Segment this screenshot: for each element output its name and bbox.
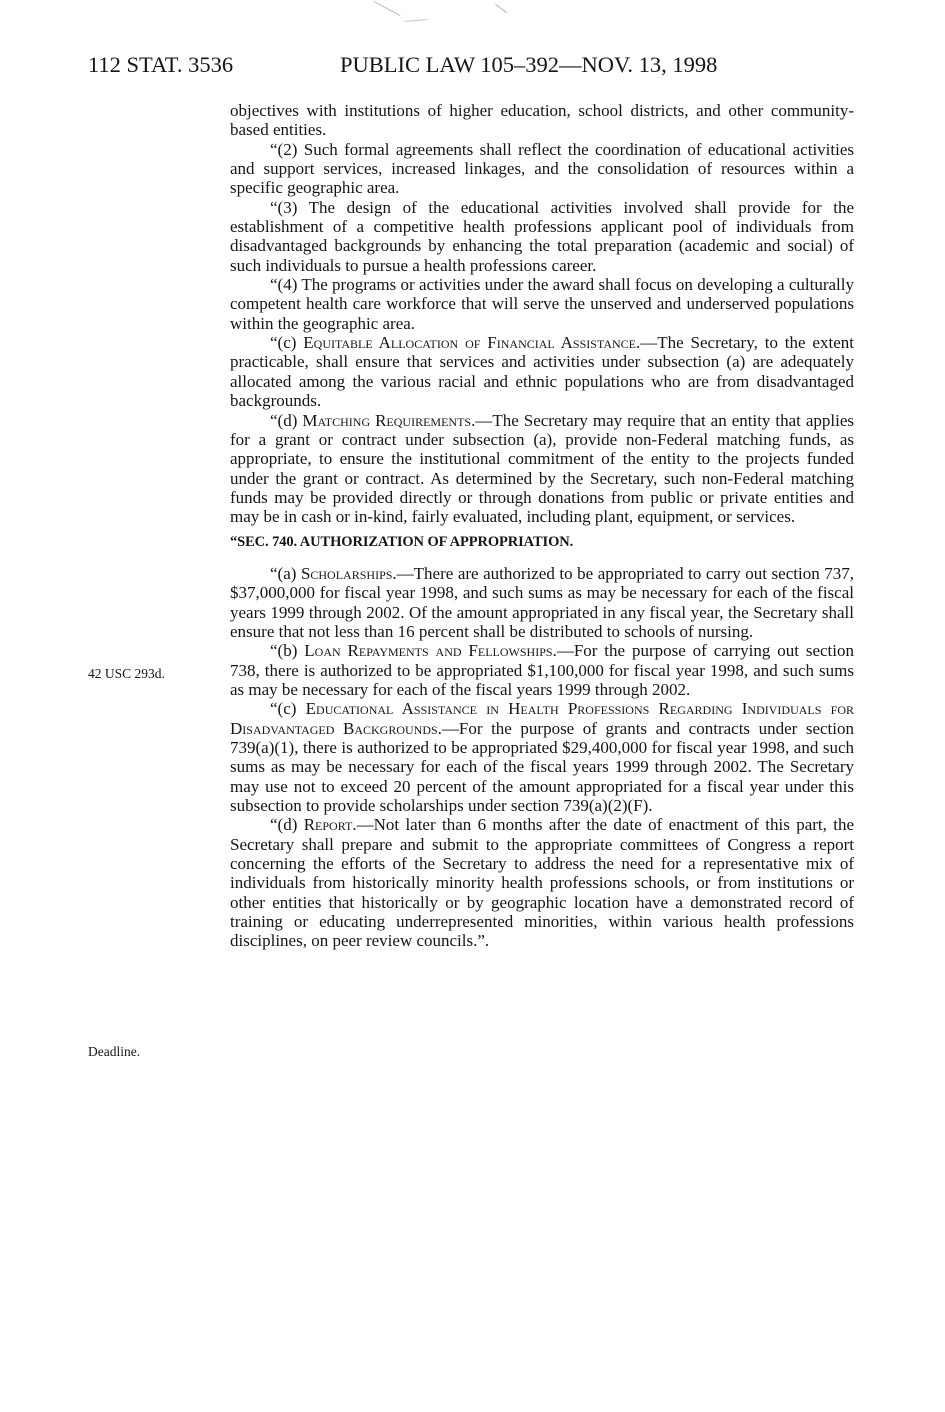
section-740-a-scholarships [230, 564, 854, 641]
section-740-d-report [230, 815, 854, 950]
page-header [0, 52, 945, 92]
scan-artifact [495, 4, 507, 13]
margin-note-deadline: Deadline. [88, 1044, 141, 1059]
subsection-d-matching-requirements [230, 411, 854, 527]
subsection-marker: “(b) [270, 641, 305, 661]
subsection-heading: Report. [303, 815, 357, 835]
paragraph-b4-programs: “(4) The programs or activities under the award shall focus on developing a culturally competent health care workforce that will serve the unserved and underserved populations within the geographic area. [230, 275, 854, 333]
section-740-c-educational-assistance [230, 699, 854, 815]
section-740-heading: “SEC. 740. AUTHORIZATION OF APPROPRIATION. [230, 533, 574, 550]
subsection-text: —Not later than 6 months after the date of enactment of this part, the Secretary shall prepare and submit to the appropriate committees of Congress a report concerning the efforts of the Secretary to address the need for a representative mix of individuals from historically minority health professions schools, or from institutions or other entities that historically or by geographic location have a demonstrated record of training or educating underrepresented minorities, within various health professions disciplines, on peer review councils.”. [230, 815, 854, 951]
subsection-marker: “(c) [270, 333, 304, 353]
paragraph-objectives-continued: objectives with institutions of higher education, school districts, and other community-based entities. [230, 101, 854, 140]
subsection-heading: Educational Assistance in Health Professions Regarding Individuals for Disadvantaged Backgrounds. [230, 699, 854, 738]
subsection-c-equitable-allocation [230, 333, 854, 410]
subsection-marker: “(c) [270, 699, 306, 719]
margin-note-usc: 42 USC 293d. [88, 666, 165, 681]
subsection-text: —There are authorized to be appropriated to carry out section 737, $37,000,000 for fiscal year 1998, and such sums as may be necessary for each of the fiscal years 1999 through 2002. Of the amount appropriated in any fiscal year, the Secretary shall ensure that not less than 16 percent shall be distributed to schools of nursing. [230, 563, 854, 641]
public-law-title: PUBLIC LAW 105–392—NOV. 13, 1998 [340, 52, 718, 77]
subsection-text: —The Secretary may require that an entity that applies for a grant or contract under subsection (a), provide non-Federal matching funds, as appropriate, to ensure the institutional commitment of the entity to the projects funded under the grant or contract. As determined by the Secretary, such non-Federal matching funds may be provided directly or through donations from public or private entities and may be in cash or in-kind, fairly evaluated, including plant, equipment, or services. [230, 410, 854, 527]
scan-artifact [404, 19, 428, 22]
paragraph-b3-design: “(3) The design of the educational activities involved shall provide for the establishment of a competitive health professions applicant pool of individuals from disadvantaged backgrounds by enhancing the total preparation (academic and social) of such individuals to pursue a health professions career. [230, 197, 854, 275]
subsection-marker: “(a) [270, 563, 301, 583]
subsection-heading: Matching Requirements. [302, 410, 476, 430]
subsection-heading: Loan Repayments and Fellowships. [304, 641, 557, 661]
subsection-marker: “(d) [270, 815, 304, 835]
subsection-heading: Scholarships. [300, 563, 397, 583]
subsection-heading: Equitable Allocation of Financial Assistance. [303, 333, 641, 353]
subsection-marker: “(d) [270, 410, 303, 430]
scan-artifact [374, 1, 401, 16]
subsection-text: —For the purpose of grants and contracts under section 739(a)(1), there is authorized to be appropriated $29,400,000 for fiscal year 1998, and such sums as may be necessary for each of the fiscal years 1999 through 2002. The Secretary may use not to exceed 20 percent of the amount appropriated for a fiscal year under this subsection to provide scholarships under section 739(a)(2)(F). [230, 718, 854, 816]
subsection-text: —The Secretary, to the extent practicable, shall ensure that services and activities under subsection (a) are adequately allocated among the various racial and ethnic populations who are from disadvantaged backgrounds. [230, 333, 854, 411]
section-740-b-loan-repayments [230, 641, 854, 699]
statute-page-reference: 112 STAT. 3536 [88, 52, 234, 77]
statute-body [230, 101, 854, 951]
subsection-text: —For the purpose of carrying out section 738, there is authorized to be appropriated $1,100,000 for fiscal year 1998, and such sums as may be necessary for each of the fiscal years 1999 through 2002. [230, 641, 854, 699]
paragraph-b2-formal-agreements: “(2) Such formal agreements shall reflect the coordination of educational activities and support services, increased linkages, and the consolidation of resources within a specific geographic area. [230, 139, 854, 198]
